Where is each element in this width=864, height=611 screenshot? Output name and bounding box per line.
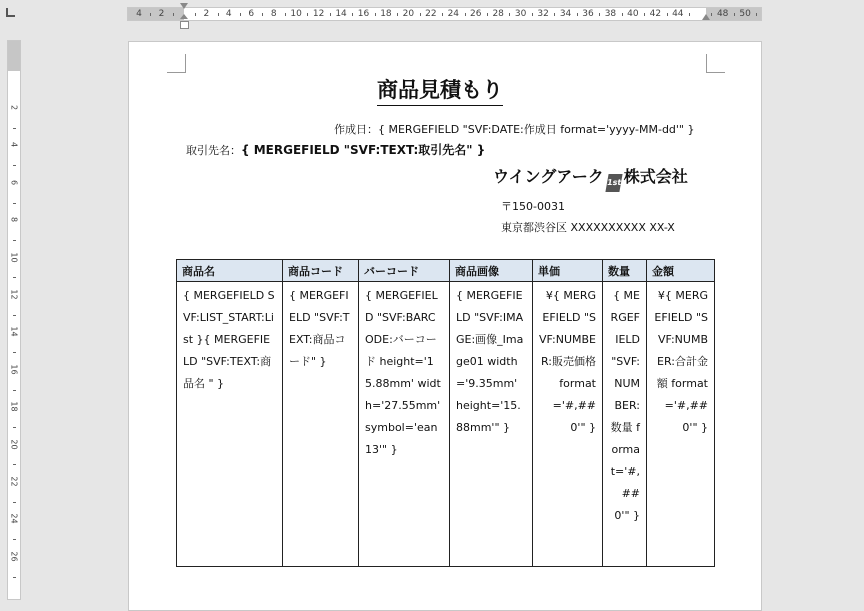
- right-indent-marker[interactable]: [702, 14, 710, 20]
- ruler-tick: [330, 13, 331, 16]
- header-product-code[interactable]: 商品コード: [283, 260, 359, 282]
- ruler-number: 40: [627, 9, 639, 19]
- ruler-number: 18: [380, 9, 392, 19]
- ruler-tick: [599, 13, 600, 16]
- ruler-number: 12: [312, 9, 325, 19]
- ruler-number: 48: [716, 9, 729, 19]
- company-name[interactable]: [493, 166, 688, 192]
- cell-product-name[interactable]: { MERGEFIELD SVF:LIST_START:List }{ MERGEFIELD "SVF:TEXT:商品名 " }: [177, 282, 283, 567]
- table-header-row: [177, 260, 715, 282]
- cell-amount[interactable]: ¥{ MERGEFIELD "SVF:NUMBER:合計金額 format='#,##0'" }: [647, 282, 715, 567]
- cell-product-code[interactable]: { MERGEFIELD "SVF:TEXT:商品コード" }: [283, 282, 359, 567]
- ruler-number: 32: [537, 9, 549, 19]
- ruler-number: 2: [203, 9, 210, 19]
- header-amount[interactable]: 金額: [647, 260, 715, 282]
- items-table: [176, 259, 715, 567]
- ruler-number: 8: [270, 9, 277, 19]
- crop-mark-top-right: [706, 54, 725, 73]
- ruler-tick: [13, 352, 16, 353]
- ruler-number: 50: [739, 9, 751, 19]
- ruler-number: 6: [9, 179, 19, 185]
- client-label: 取引先名：: [186, 144, 241, 157]
- ruler-tick: [13, 502, 16, 503]
- ruler-tick: [285, 13, 286, 16]
- company-name-post: 株式会社: [623, 167, 688, 186]
- ruler-number: 44: [672, 9, 684, 19]
- ruler-number: 14: [335, 9, 347, 19]
- ruler-tick: [13, 427, 16, 428]
- crop-mark-top-left: [167, 54, 186, 73]
- ruler-tick: [711, 13, 712, 16]
- document-page[interactable]: [128, 41, 762, 611]
- ruler-tick: [420, 13, 421, 16]
- ruler-tick: [13, 128, 16, 129]
- first-line-indent-marker[interactable]: [180, 3, 188, 9]
- ruler-number: 16: [9, 364, 19, 375]
- ruler-number: 4: [9, 142, 19, 148]
- header-product-name[interactable]: 商品名: [177, 260, 283, 282]
- ruler-tick: [13, 203, 16, 204]
- ruler-number: 24: [9, 513, 19, 524]
- header-quantity[interactable]: 数量: [603, 260, 647, 282]
- created-date-line[interactable]: 作成日：{ MERGEFIELD "SVF:DATE:作成日 format='yyyy-MM-dd'" }: [334, 123, 695, 136]
- header-unit-price[interactable]: 単価: [533, 260, 603, 282]
- ruler-number: 14: [9, 326, 19, 337]
- client-merge-field[interactable]: { MERGEFIELD "SVF:TEXT:取引先名" }: [241, 143, 486, 157]
- hanging-indent-marker[interactable]: [180, 14, 188, 19]
- ruler-tick: [487, 13, 488, 16]
- ruler-tick: [218, 13, 219, 16]
- ruler-tick: [150, 13, 151, 16]
- ruler-tick: [307, 13, 308, 16]
- ruler-tick: [352, 13, 353, 16]
- ruler-tick: [13, 315, 16, 316]
- ruler-number: 16: [357, 9, 370, 19]
- cell-unit-price[interactable]: ¥{ MERGEFIELD "SVF:NUMBER:販売価格 format='#,##0'" }: [533, 282, 603, 567]
- header-barcode[interactable]: バーコード: [359, 260, 450, 282]
- ruler-tick: [667, 13, 668, 16]
- ruler-top-margin: [8, 41, 20, 71]
- ruler-tick: [734, 13, 735, 16]
- ruler-number: 30: [514, 9, 527, 19]
- ruler-tick: [554, 13, 555, 16]
- ruler-number: 34: [559, 9, 572, 19]
- ruler-tick: [240, 13, 241, 16]
- ruler-tick: [13, 165, 16, 166]
- company-name-pre: ウイングアーク: [493, 167, 604, 186]
- document-title[interactable]: 商品見積もり: [377, 76, 503, 106]
- cell-quantity[interactable]: { MERGEFIELD "SVF:NUMBER:数量 format='#,##0'" }: [603, 282, 647, 567]
- ruler-tick: [195, 13, 196, 16]
- ruler-number: 8: [9, 217, 19, 223]
- client-name-line[interactable]: [186, 141, 485, 158]
- ruler-tick: [756, 13, 757, 16]
- ruler-tick: [622, 13, 623, 16]
- ruler-tick: [397, 13, 398, 16]
- ruler-tick: [442, 13, 443, 16]
- ruler-number: 22: [9, 476, 19, 487]
- ruler-number: 12: [9, 289, 19, 300]
- header-product-image[interactable]: 商品画像: [450, 260, 533, 282]
- ruler-tick: [689, 13, 690, 16]
- ruler-tick: [465, 13, 466, 16]
- ruler-number: 10: [290, 9, 302, 19]
- ruler-number: 18: [9, 401, 19, 412]
- ruler-tick: [13, 539, 16, 540]
- tab-selector-button[interactable]: [0, 0, 22, 22]
- ruler-tick: [13, 390, 16, 391]
- ruler-number: 4: [136, 9, 142, 19]
- ruler-number: 20: [9, 439, 19, 450]
- ruler-tick: [173, 13, 174, 16]
- cell-barcode[interactable]: { MERGEFIELD "SVF:BARCODE:バーコード height='15.88mm' width='27.55mm' symbol='ean13'" }: [359, 282, 450, 567]
- ruler-number: 6: [248, 9, 255, 19]
- ruler-tick: [262, 13, 263, 16]
- ruler-tick: [644, 13, 645, 16]
- ruler-number: 2: [158, 9, 165, 19]
- postal-code[interactable]: 〒150-0031: [501, 200, 565, 213]
- ruler-tick: [13, 464, 16, 465]
- ruler-tick: [509, 13, 510, 16]
- company-logo-icon: 1st: [605, 174, 622, 192]
- ruler-tick: [13, 577, 16, 578]
- horizontal-ruler[interactable]: [127, 7, 762, 21]
- table-row: [177, 282, 715, 567]
- ruler-number: 28: [492, 9, 504, 19]
- address[interactable]: 東京都渋谷区 XXXXXXXXXX XX-X: [501, 221, 675, 234]
- ruler-number: 20: [402, 9, 415, 19]
- ruler-number: 42: [649, 9, 662, 19]
- vertical-ruler[interactable]: [7, 40, 21, 600]
- ruler-number: 24: [447, 9, 460, 19]
- ruler-number: 26: [470, 9, 482, 19]
- ruler-tick: [375, 13, 376, 16]
- left-indent-marker[interactable]: [180, 21, 189, 29]
- ruler-number: 26: [9, 551, 19, 562]
- ruler-number: 2: [9, 104, 19, 111]
- ruler-number: 10: [9, 252, 19, 263]
- ruler-number: 38: [604, 9, 617, 19]
- ruler-tick: [532, 13, 533, 16]
- ruler-number: 4: [225, 9, 232, 19]
- ruler-number: 22: [425, 9, 437, 19]
- left-tab-icon: [6, 8, 15, 17]
- ruler-tick: [13, 277, 16, 278]
- ruler-tick: [13, 240, 16, 241]
- cell-product-image[interactable]: { MERGEFIELD "SVF:IMAGE:画像_Image01 width='9.35mm' height='15.88mm'" }: [450, 282, 533, 567]
- ruler-tick: [577, 13, 578, 16]
- ruler-number: 36: [582, 9, 594, 19]
